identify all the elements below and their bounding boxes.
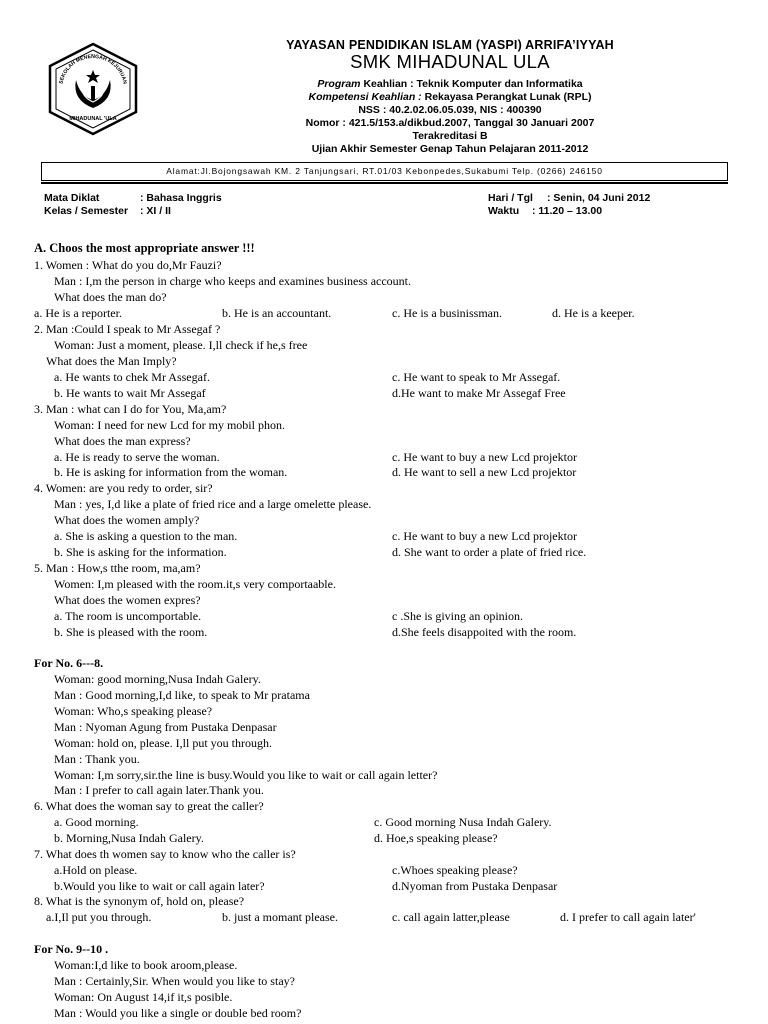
svg-text:MIHADUNAL 'ULA: MIHADUNAL 'ULA xyxy=(69,116,117,122)
q7-option-b: b.Would you like to wait or call again later? xyxy=(54,879,265,893)
for-9-10-heading: For No. 9--10 . xyxy=(34,942,109,956)
nomor-line: Nomor : 421.5/153.a/dikbud.2007, Tanggal 30 Januari 2007 xyxy=(305,117,595,129)
exam-line: Ujian Akhir Semester Genap Tahun Pelajaran 2011-2012 xyxy=(311,143,589,155)
subject-label: Mata Diklat xyxy=(44,192,100,204)
q3-line3: What does the man express? xyxy=(54,434,191,448)
q6-stem: 6. What does the woman say to great the caller? xyxy=(34,799,264,813)
q6-option-c: c. Good morning Nusa Indah Galery. xyxy=(374,815,552,829)
competency-line xyxy=(200,91,700,103)
q2-option-c: c. He want to speak to Mr Assegaf. xyxy=(392,370,561,384)
q7-option-d: d.Nyoman from Pustaka Denpasar xyxy=(392,879,558,893)
class-row xyxy=(44,205,171,217)
nss-line: NSS : 40.2.02.06.05.039, NIS : 400390 xyxy=(358,104,542,116)
dialog-9-10-line: Man : Certainly,Sir. When would you like to stay? xyxy=(54,974,295,988)
header-divider xyxy=(41,182,728,184)
day-value: : Senin, 04 Juni 2012 xyxy=(547,192,651,204)
q5-option-b: b. She is pleased with the room. xyxy=(54,625,208,639)
dialog-6-8-line: Woman: good morning,Nusa Indah Galery. xyxy=(54,672,261,686)
accreditation-line: Terakreditasi B xyxy=(412,130,488,142)
q2-option-a: a. He wants to chek Mr Assegaf. xyxy=(54,370,210,384)
q8-option-d: d. I prefer to call again later' xyxy=(560,910,696,924)
q1-line1: 1. Women : What do you do,Mr Fauzi? xyxy=(34,258,222,272)
dialog-6-8-line: Man : Thank you. xyxy=(54,752,140,766)
q2-option-b: b. He wants to wait Mr Assegaf xyxy=(54,386,206,400)
for-6-8-heading: For No. 6---8. xyxy=(34,656,104,670)
q5-line3: What does the women expres? xyxy=(54,593,201,607)
q8-option-b: b. just a momant please. xyxy=(222,910,338,924)
school-logo xyxy=(46,42,140,136)
q4-line2: Man : yes, I,d like a plate of fried rice and a large omelette please. xyxy=(54,497,372,511)
competency-label: Kompetensi Keahlian : xyxy=(308,91,422,103)
class-label: Kelas / Semester xyxy=(44,205,129,217)
dialog-6-8-line: Man : I prefer to call again later.Thank you. xyxy=(54,783,264,797)
day-row xyxy=(488,192,650,204)
q7-option-a: a.Hold on please. xyxy=(54,863,138,877)
dialog-9-10-line: Woman: On August 14,if it,s posible. xyxy=(54,990,233,1004)
day-label: Hari / Tgl xyxy=(488,192,533,204)
q8-option-c: c. call again latter,please xyxy=(392,910,510,924)
dialog-6-8-line: Woman: Who,s speaking please? xyxy=(54,704,213,718)
q6-option-a: a. Good morning. xyxy=(54,815,139,829)
class-value: : XI / II xyxy=(140,205,171,217)
q2-option-d: d.He want to make Mr Assegaf Free xyxy=(392,386,566,400)
q1-line3: What does the man do? xyxy=(54,290,167,304)
dialog-6-8-line: Woman: hold on, please. I,ll put you through. xyxy=(54,736,273,750)
section-a-heading: A. Choos the most appropriate answer !!! xyxy=(34,241,255,255)
q4-option-a: a. She is asking a question to the man. xyxy=(54,529,238,543)
organization-name: YAYASAN PENDIDIKAN ISLAM (YASPI) ARRIFA’IYYAH xyxy=(286,38,614,52)
q3-option-d: d. He want to sell a new Lcd projektor xyxy=(392,465,577,479)
q2-line3: What does the Man Imply? xyxy=(46,354,177,368)
q2-line1: 2. Man :Could I speak to Mr Assegaf ? xyxy=(34,322,221,336)
q5-option-a: a. The room is uncomportable. xyxy=(54,609,202,623)
q5-line1: 5. Man : How,s tthe room, ma,am? xyxy=(34,561,201,575)
time-row xyxy=(488,205,602,217)
dialog-6-8-line: Man : Nyoman Agung from Pustaka Denpasar xyxy=(54,720,277,734)
q1-line2: Man : I,m the person in charge who keeps and examines business account. xyxy=(54,274,412,288)
q3-option-b: b. He is asking for information from the woman. xyxy=(54,465,288,479)
q8-stem: 8. What is the synonym of, hold on, please? xyxy=(34,894,245,908)
q3-line2: Woman: I need for new Lcd for my mobil phon. xyxy=(54,418,285,432)
q3-option-a: a. He is ready to serve the woman. xyxy=(54,450,220,464)
q3-option-c: c. He want to buy a new Lcd projektor xyxy=(392,450,577,464)
svg-text:SEKOLAH MENENGAH KEJURUAN: SEKOLAH MENENGAH KEJURUAN xyxy=(58,53,128,85)
dialog-9-10-line: Man : Would you like a single or double bed room? xyxy=(54,1006,302,1020)
q5-option-c: c .She is giving an opinion. xyxy=(392,609,523,623)
q8-option-a: a.I,Il put you through. xyxy=(46,910,152,924)
q7-option-c: c.Whoes speaking please? xyxy=(392,863,518,877)
competency-value: Rekayasa Perangkat Lunak (RPL) xyxy=(421,91,592,103)
q4-option-b: b. She is asking for the information. xyxy=(54,545,227,559)
q3-line1: 3. Man : what can I do for You, Ma,am? xyxy=(34,402,227,416)
dialog-9-10-line: Woman:I,d like to book aroom,please. xyxy=(54,958,238,972)
q4-option-c: c. He want to buy a new Lcd projektor xyxy=(392,529,577,543)
program-line xyxy=(200,78,700,90)
q4-line1: 4. Women: are you redy to order, sir? xyxy=(34,481,213,495)
q5-option-d: d.She feels disappoited with the room. xyxy=(392,625,577,639)
time-value: : 11.20 – 13.00 xyxy=(532,205,603,217)
dialog-6-8-line: Woman: I,m sorry,sir.the line is busy.Would you like to wait or call again letter? xyxy=(54,768,438,782)
program-value: Keahlian : Teknik Komputer dan Informatika xyxy=(360,78,583,90)
program-label: Program xyxy=(317,78,361,90)
q1-option-c: c. He is a businissman. xyxy=(392,306,502,320)
subject-value: : Bahasa Inggris xyxy=(140,192,222,204)
school-name: SMK MIHADUNAL ULA xyxy=(350,51,550,72)
q4-line3: What does the women amply? xyxy=(54,513,200,527)
q5-line2: Women: I,m pleased with the room.it,s very comportaable. xyxy=(54,577,336,591)
q1-option-a: a. He is a reporter. xyxy=(34,306,122,320)
q7-stem: 7. What does th women say to know who the caller is? xyxy=(34,847,296,861)
subject-row xyxy=(44,192,222,204)
q4-option-d: d. She want to order a plate of fried rice. xyxy=(392,545,587,559)
q6-option-b: b. Morning,Nusa Indah Galery. xyxy=(54,831,204,845)
q1-option-d: d. He is a keeper. xyxy=(552,306,635,320)
address-box: Alamat:Jl.Bojongsawah KM. 2 Tanjungsari, RT.01/03 Kebonpedes,Sukabumi Telp. (0266) 246150 xyxy=(41,162,728,181)
time-label: Waktu xyxy=(488,205,520,217)
q6-option-d: d. Hoe,s speaking please? xyxy=(374,831,498,845)
q1-option-b: b. He is an accountant. xyxy=(222,306,332,320)
dialog-6-8-line: Man : Good morning,I,d like, to speak to Mr pratama xyxy=(54,688,310,702)
q2-line2: Woman: Just a moment, please. I,ll check if he,s free xyxy=(54,338,308,352)
